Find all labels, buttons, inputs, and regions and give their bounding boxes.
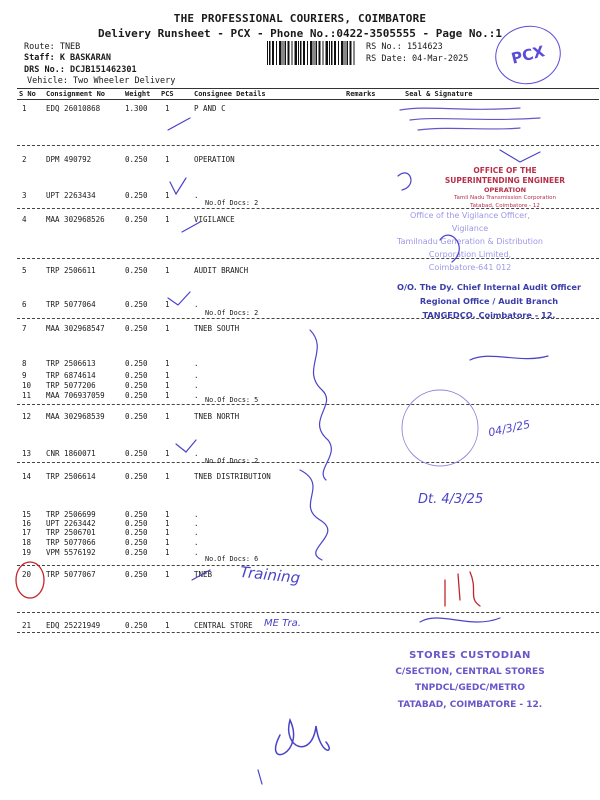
cell-cons: VPM 5576192 — [46, 548, 96, 557]
cell-pcs: 1 — [165, 510, 170, 519]
cell-weight: 1.300 — [125, 104, 148, 113]
rs-number: RS No.: 1514623 — [366, 42, 443, 52]
cell-weight: 0.250 — [125, 449, 148, 458]
cell-sno: 10 — [22, 381, 32, 390]
cell-sno: 17 — [22, 528, 32, 537]
cell-weight: 0.250 — [125, 191, 148, 200]
tick-mark — [168, 292, 190, 305]
cell-pcs: 1 — [165, 528, 170, 537]
cell-cons: UPT 2263434 — [46, 191, 96, 200]
handwritten-date: 04/3/25 — [487, 417, 532, 440]
cell-sno: 21 — [22, 621, 32, 630]
cell-pcs: 1 — [165, 412, 170, 421]
cell-details: CENTRAL STORE — [194, 621, 253, 630]
cell-details: . — [194, 381, 199, 390]
cell-cons: MAA 302968526 — [46, 215, 105, 224]
cell-weight: 0.250 — [125, 371, 148, 380]
cell-details: . — [194, 510, 199, 519]
cell-cons: TRP 5077066 — [46, 538, 96, 547]
group-separator — [17, 612, 599, 613]
barcode-image — [266, 41, 358, 65]
cell-cons: TRP 5077067 — [46, 570, 96, 579]
cell-pcs: 1 — [165, 324, 170, 333]
handwritten-me-tra: ME Tra. — [264, 618, 301, 629]
cell-sno: 6 — [22, 300, 27, 309]
group-separator — [17, 565, 599, 566]
cell-pcs: 1 — [165, 215, 170, 224]
red-signature — [445, 572, 480, 606]
cell-pcs: 1 — [165, 300, 170, 309]
cell-cons: UPT 2263442 — [46, 519, 96, 528]
staff: Staff: K BASKARAN — [24, 53, 111, 63]
cell-details: . — [194, 538, 199, 547]
cell-pcs: 1 — [165, 371, 170, 380]
col-header-consignment: Consignment No — [46, 90, 106, 98]
cell-sno: 3 — [22, 191, 27, 200]
cell-details: TNEB — [194, 570, 213, 579]
cell-pcs: 1 — [165, 548, 170, 557]
group-separator — [17, 404, 599, 405]
cell-weight: 0.250 — [125, 519, 148, 528]
cell-weight: 0.250 — [125, 510, 148, 519]
cell-sno: 4 — [22, 215, 27, 224]
signature-scrawl — [470, 356, 548, 360]
cell-weight: 0.250 — [125, 412, 148, 421]
round-seal — [402, 390, 478, 466]
cell-cons: MAA 302968539 — [46, 412, 105, 421]
cell-cons: CNR 1860071 — [46, 449, 96, 458]
cell-weight: 0.250 — [125, 570, 148, 579]
col-header-weight: Weight — [125, 90, 151, 98]
cell-weight: 0.250 — [125, 381, 148, 390]
cell-details: TNEB SOUTH — [194, 324, 240, 333]
tick-mark — [168, 118, 190, 130]
cell-cons: TRP 5077064 — [46, 300, 96, 309]
cell-cons: TRP 2506614 — [46, 472, 96, 481]
cell-cons: TRP 2506611 — [46, 266, 96, 275]
col-header-remarks: Remarks — [346, 90, 376, 98]
cell-weight: 0.250 — [125, 548, 148, 557]
cell-weight: 0.250 — [125, 538, 148, 547]
red-circle — [16, 562, 44, 598]
cell-details: TNEB DISTRIBUTION — [194, 472, 271, 481]
cell-sno: 9 — [22, 371, 27, 380]
cell-cons: TRP 5077206 — [46, 381, 96, 390]
cell-details: VIGILANCE — [194, 215, 235, 224]
docs-count: No.Of Docs: 2 — [205, 457, 259, 465]
cell-sno: 18 — [22, 538, 32, 547]
cell-details: . — [194, 191, 199, 200]
cell-details: . — [194, 528, 199, 537]
group-separator — [17, 462, 599, 463]
rs-date: RS Date: 04-Mar-2025 — [366, 54, 469, 64]
cell-pcs: 1 — [165, 266, 170, 275]
handwritten-date: Dt. 4/3/25 — [418, 492, 484, 507]
signature-scrawl — [258, 770, 262, 784]
tamil-stamp-lines — [400, 108, 540, 130]
cell-pcs: 1 — [165, 104, 170, 113]
cell-pcs: 1 — [165, 381, 170, 390]
cell-details: . — [194, 371, 199, 380]
cell-weight: 0.250 — [125, 324, 148, 333]
col-header-consignee: Consignee Details — [194, 90, 266, 98]
cell-sno: 14 — [22, 472, 32, 481]
signature-scrawl — [500, 150, 540, 162]
cell-weight: 0.250 — [125, 215, 148, 224]
initial-scrawl — [398, 173, 411, 190]
cell-sno: 5 — [22, 266, 27, 275]
cell-cons: TRP 6874614 — [46, 371, 96, 380]
cell-sno: 12 — [22, 412, 32, 421]
cell-pcs: 1 — [165, 621, 170, 630]
cell-sno: 11 — [22, 391, 32, 400]
pcx-stamp: PCX — [489, 19, 567, 91]
cell-details: . — [194, 391, 199, 400]
cell-pcs: 1 — [165, 570, 170, 579]
cell-pcs: 1 — [165, 538, 170, 547]
cell-weight: 0.250 — [125, 300, 148, 309]
col-header-sno: S No — [19, 90, 36, 98]
cell-details: OPERATION — [194, 155, 235, 164]
cell-details: P AND C — [194, 104, 226, 113]
cell-sno: 13 — [22, 449, 32, 458]
cell-sno: 2 — [22, 155, 27, 164]
cell-pcs: 1 — [165, 191, 170, 200]
cell-cons: TRP 2506613 — [46, 359, 96, 368]
cell-weight: 0.250 — [125, 359, 148, 368]
cell-weight: 0.250 — [125, 266, 148, 275]
cell-sno: 1 — [22, 104, 27, 113]
cell-details: . — [194, 449, 199, 458]
cell-weight: 0.250 — [125, 155, 148, 164]
cell-pcs: 1 — [165, 359, 170, 368]
cell-details: . — [194, 519, 199, 528]
signature-scrawl — [310, 330, 331, 480]
cell-details: . — [194, 548, 199, 557]
col-header-pcs: PCS — [161, 90, 174, 98]
cell-details: . — [194, 300, 199, 309]
bottom-signature — [276, 720, 330, 755]
handwritten-training: Training — [239, 562, 302, 588]
cell-pcs: 1 — [165, 155, 170, 164]
company-title: THE PROFESSIONAL COURIERS, COIMBATORE — [173, 12, 427, 25]
cell-details: . — [194, 359, 199, 368]
cell-details: TNEB NORTH — [194, 412, 240, 421]
vehicle: Vehicle: Two Wheeler Delivery — [27, 76, 176, 86]
signature-scrawl — [300, 470, 328, 560]
cell-cons: DPM 490792 — [46, 155, 92, 164]
cell-pcs: 1 — [165, 519, 170, 528]
cell-cons: EDQ 26010868 — [46, 104, 101, 113]
docs-count: No.Of Docs: 2 — [205, 309, 259, 317]
docs-count: No.Of Docs: 2 — [205, 199, 259, 207]
cell-cons: MAA 302968547 — [46, 324, 105, 333]
runsheet-subtitle: Delivery Runsheet - PCX - Phone No.:0422-3505555 - Page No.:1 — [98, 27, 502, 40]
cell-sno: 8 — [22, 359, 27, 368]
tick-mark — [170, 178, 186, 194]
cell-weight: 0.250 — [125, 472, 148, 481]
cell-cons: TRP 2506699 — [46, 510, 96, 519]
cell-sno: 15 — [22, 510, 32, 519]
signature-scrawl — [420, 618, 500, 622]
tick-mark — [176, 440, 196, 452]
cell-pcs: 1 — [165, 449, 170, 458]
cell-pcs: 1 — [165, 391, 170, 400]
cell-weight: 0.250 — [125, 528, 148, 537]
cell-pcs: 1 — [165, 472, 170, 481]
cell-weight: 0.250 — [125, 621, 148, 630]
drs-number: DRS No.: DCJB151462301 — [24, 65, 137, 75]
table-header-rule — [17, 99, 599, 100]
docs-count: No.Of Docs: 5 — [205, 396, 259, 404]
route: Route: TNEB — [24, 42, 81, 52]
docs-count: No.Of Docs: 6 — [205, 555, 259, 563]
group-separator — [17, 145, 599, 146]
cell-sno: 19 — [22, 548, 32, 557]
cell-sno: 20 — [22, 570, 32, 579]
cell-details: AUDIT BRANCH — [194, 266, 249, 275]
group-separator — [17, 632, 599, 633]
cell-cons: MAA 706937059 — [46, 391, 105, 400]
cell-cons: EDQ 25221949 — [46, 621, 101, 630]
cell-weight: 0.250 — [125, 391, 148, 400]
cell-cons: TRP 2506701 — [46, 528, 96, 537]
col-header-seal: Seal & Signature — [405, 90, 473, 98]
table-top-rule — [17, 88, 599, 89]
cell-sno: 16 — [22, 519, 32, 528]
cell-sno: 7 — [22, 324, 27, 333]
